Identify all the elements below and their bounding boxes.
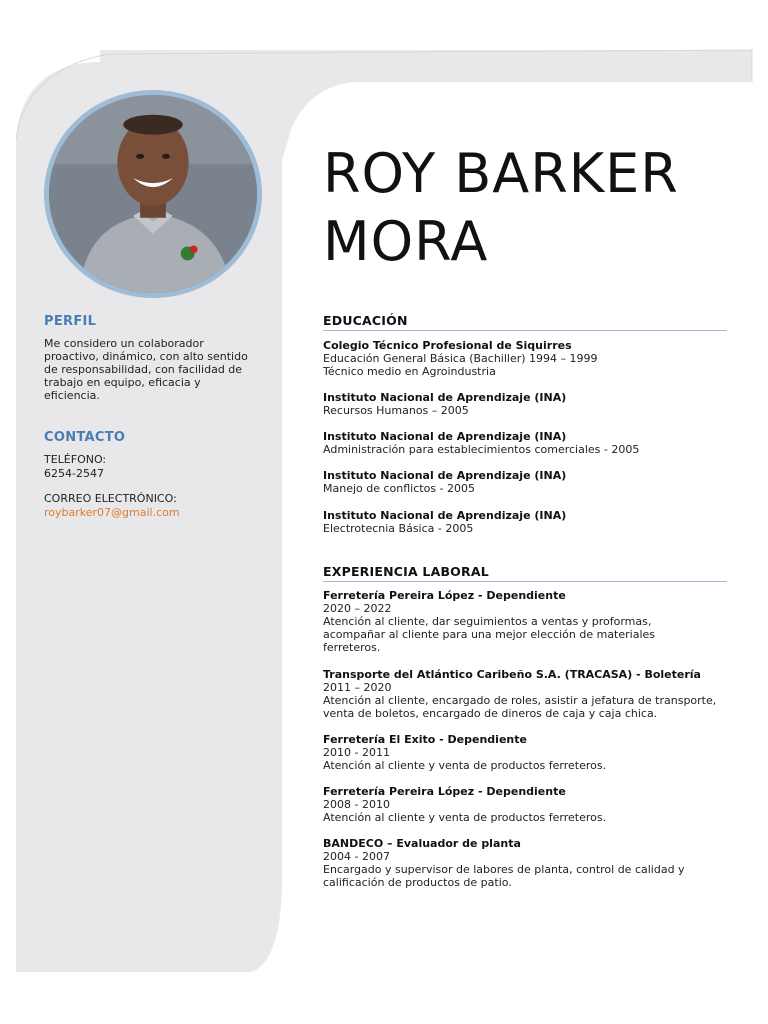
perfil-line: eficiencia. <box>44 389 100 402</box>
experience-title: Ferretería Pereira López - Dependiente <box>323 589 566 602</box>
experience-line: Atención al cliente, encargado de roles, asistir a jefatura de transporte, <box>323 694 717 707</box>
experience-heading: EXPERIENCIA LABORAL <box>323 564 727 582</box>
education-heading: EDUCACIÓN <box>323 313 727 331</box>
education-line: Administración para establecimientos comerciales - 2005 <box>323 443 640 456</box>
perfil-line: trabajo en equipo, eficacia y <box>44 376 201 389</box>
experience-item <box>323 589 733 654</box>
perfil-text <box>44 337 262 402</box>
education-title: Instituto Nacional de Aprendizaje (INA) <box>323 391 567 404</box>
experience-line: ferreteros. <box>323 641 381 654</box>
experience-title: Ferretería El Exito - Dependiente <box>323 733 527 746</box>
education-line: Técnico medio en Agroindustria <box>323 365 496 378</box>
email-label: CORREO ELECTRÓNICO: <box>44 492 177 505</box>
perfil-line: Me considero un colaborador <box>44 337 204 350</box>
experience-line: Atención al cliente y venta de productos ferreteros. <box>323 759 607 772</box>
education-title: Instituto Nacional de Aprendizaje (INA) <box>323 430 567 443</box>
education-line: Recursos Humanos – 2005 <box>323 404 469 417</box>
experience-line: 2004 - 2007 <box>323 850 390 863</box>
contacto-heading: CONTACTO <box>44 430 126 445</box>
perfil-line: proactivo, dinámico, con alto sentido <box>44 350 248 363</box>
experience-title: Ferretería Pereira López - Dependiente <box>323 785 566 798</box>
experience-line: Atención al cliente y venta de productos ferreteros. <box>323 811 607 824</box>
name-line-1: ROY BARKER <box>323 142 679 205</box>
phone-value: 6254-2547 <box>44 467 104 480</box>
profile-photo <box>44 90 262 298</box>
experience-item <box>323 733 733 772</box>
education-title: Instituto Nacional de Aprendizaje (INA) <box>323 469 567 482</box>
person-photo-icon <box>49 95 257 293</box>
phone-label: TELÉFONO: <box>44 453 107 466</box>
experience-line: Encargado y supervisor de labores de planta, control de calidad y <box>323 863 685 876</box>
education-item <box>323 509 733 535</box>
education-item <box>323 339 733 378</box>
experience-line: calificación de productos de patio. <box>323 876 512 889</box>
experience-line: 2010 - 2011 <box>323 746 390 759</box>
perfil-line: de responsabilidad, con facilidad de <box>44 363 243 376</box>
experience-line: 2008 - 2010 <box>323 798 390 811</box>
education-item <box>323 469 733 495</box>
name-line-2: MORA <box>323 210 489 273</box>
experience-line: venta de boletos, encargado de dineros de caja y caja chica. <box>323 707 658 720</box>
education-line: Electrotecnia Básica - 2005 <box>323 522 474 535</box>
experience-line: 2020 – 2022 <box>323 602 392 615</box>
experience-line: acompañar al cliente para una mejor elección de materiales <box>323 628 656 641</box>
experience-item <box>323 668 733 720</box>
experience-line: Atención al cliente, dar seguimientos a ventas y proformas, <box>323 615 652 628</box>
perfil-heading: PERFIL <box>44 314 97 329</box>
experience-line: 2011 – 2020 <box>323 681 392 694</box>
experience-title: Transporte del Atlántico Caribeño S.A. (TRACASA) - Boletería <box>323 668 701 681</box>
candidate-name <box>323 140 679 276</box>
education-line: Manejo de conflictos - 2005 <box>323 482 476 495</box>
education-item <box>323 430 733 456</box>
experience-item <box>323 785 733 824</box>
experience-title: BANDECO – Evaluador de planta <box>323 837 521 850</box>
experience-item <box>323 837 733 889</box>
education-item <box>323 391 733 417</box>
email-link[interactable]: roybarker07@gmail.com <box>44 506 180 519</box>
education-line: Educación General Básica (Bachiller) 1994 – 1999 <box>323 352 598 365</box>
education-title: Instituto Nacional de Aprendizaje (INA) <box>323 509 567 522</box>
education-title: Colegio Técnico Profesional de Siquirres <box>323 339 572 352</box>
